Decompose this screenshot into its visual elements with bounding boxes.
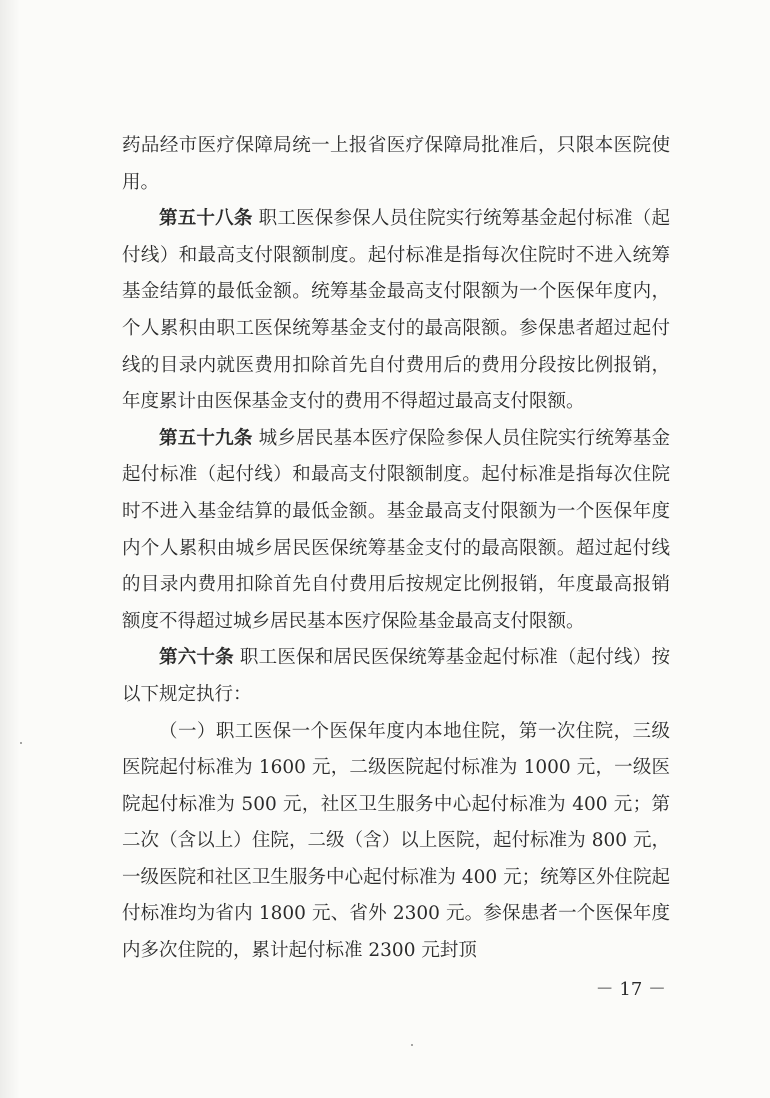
scan-speck xyxy=(411,1044,413,1046)
article-title: 第五十九条 xyxy=(159,427,253,449)
page-number: － 17 － xyxy=(595,979,666,1000)
article-59 xyxy=(122,421,670,641)
article-title: 第六十条 xyxy=(159,647,234,669)
page-edge xyxy=(0,0,20,1098)
article-title: 第五十八条 xyxy=(159,208,253,230)
paragraph-continuation xyxy=(122,128,670,201)
article-text: 城乡居民基本医疗保险参保人员住院实行统筹基金起付标准（起付线）和最高支付限额制度。起付标准是指每次住院时不进入基金结算的最低金额。基金最高支付限额为一个医保年度内个人累积由城乡居民医保统筹基金支付的最高限额。超过起付线的目录内费用扣除首先自付费用后按规定比例报销，年度最高报销额度不得超过城乡居民基本医疗保险基金最高支付限额。 xyxy=(122,427,670,632)
scan-speck xyxy=(20,742,22,744)
clause-1 xyxy=(122,714,670,970)
article-60 xyxy=(122,640,670,713)
article-58 xyxy=(122,201,670,421)
article-text: 职工医保参保人员住院实行统筹基金起付标准（起付线）和最高支付限额制度。起付标准是指每次住院时不进入统筹基金结算的最低金额。统筹基金最高支付限额为一个医保年度内，个人累积由职工医保统筹基金支付的最高限额。参保患者超过起付线的目录内就医费用扣除首先自付费用后的费用分段按比例报销，年度累计由医保基金支付的费用不得超过最高支付限额。 xyxy=(122,208,670,413)
clause-text: （一）职工医保一个医保年度内本地住院，第一次住院，三级医院起付标准为 1600 元，二级医院起付标准为 1000 元，一级医院起付标准为 500 元，社区卫生服务中心起付标准为 400 元；第二次（含以上）住院，二级（含）以上医院，起付标准为 800 元，一级医院和社区卫生服务中心起付标准为 400 元；统筹区外住院起付标准均为省内 1800 元、省外 2300 元。参保患者一个医保年度内多次住院的，累计起付标准 2300 元封顶 xyxy=(122,720,670,962)
paragraph-text: 药品经市医疗保障局统一上报省医疗保障局批准后，只限本医院使用。 xyxy=(122,135,670,193)
article-text: 职工医保和居民医保统筹基金起付标准（起付线）按以下规定执行： xyxy=(122,647,670,705)
document-body xyxy=(122,128,670,970)
